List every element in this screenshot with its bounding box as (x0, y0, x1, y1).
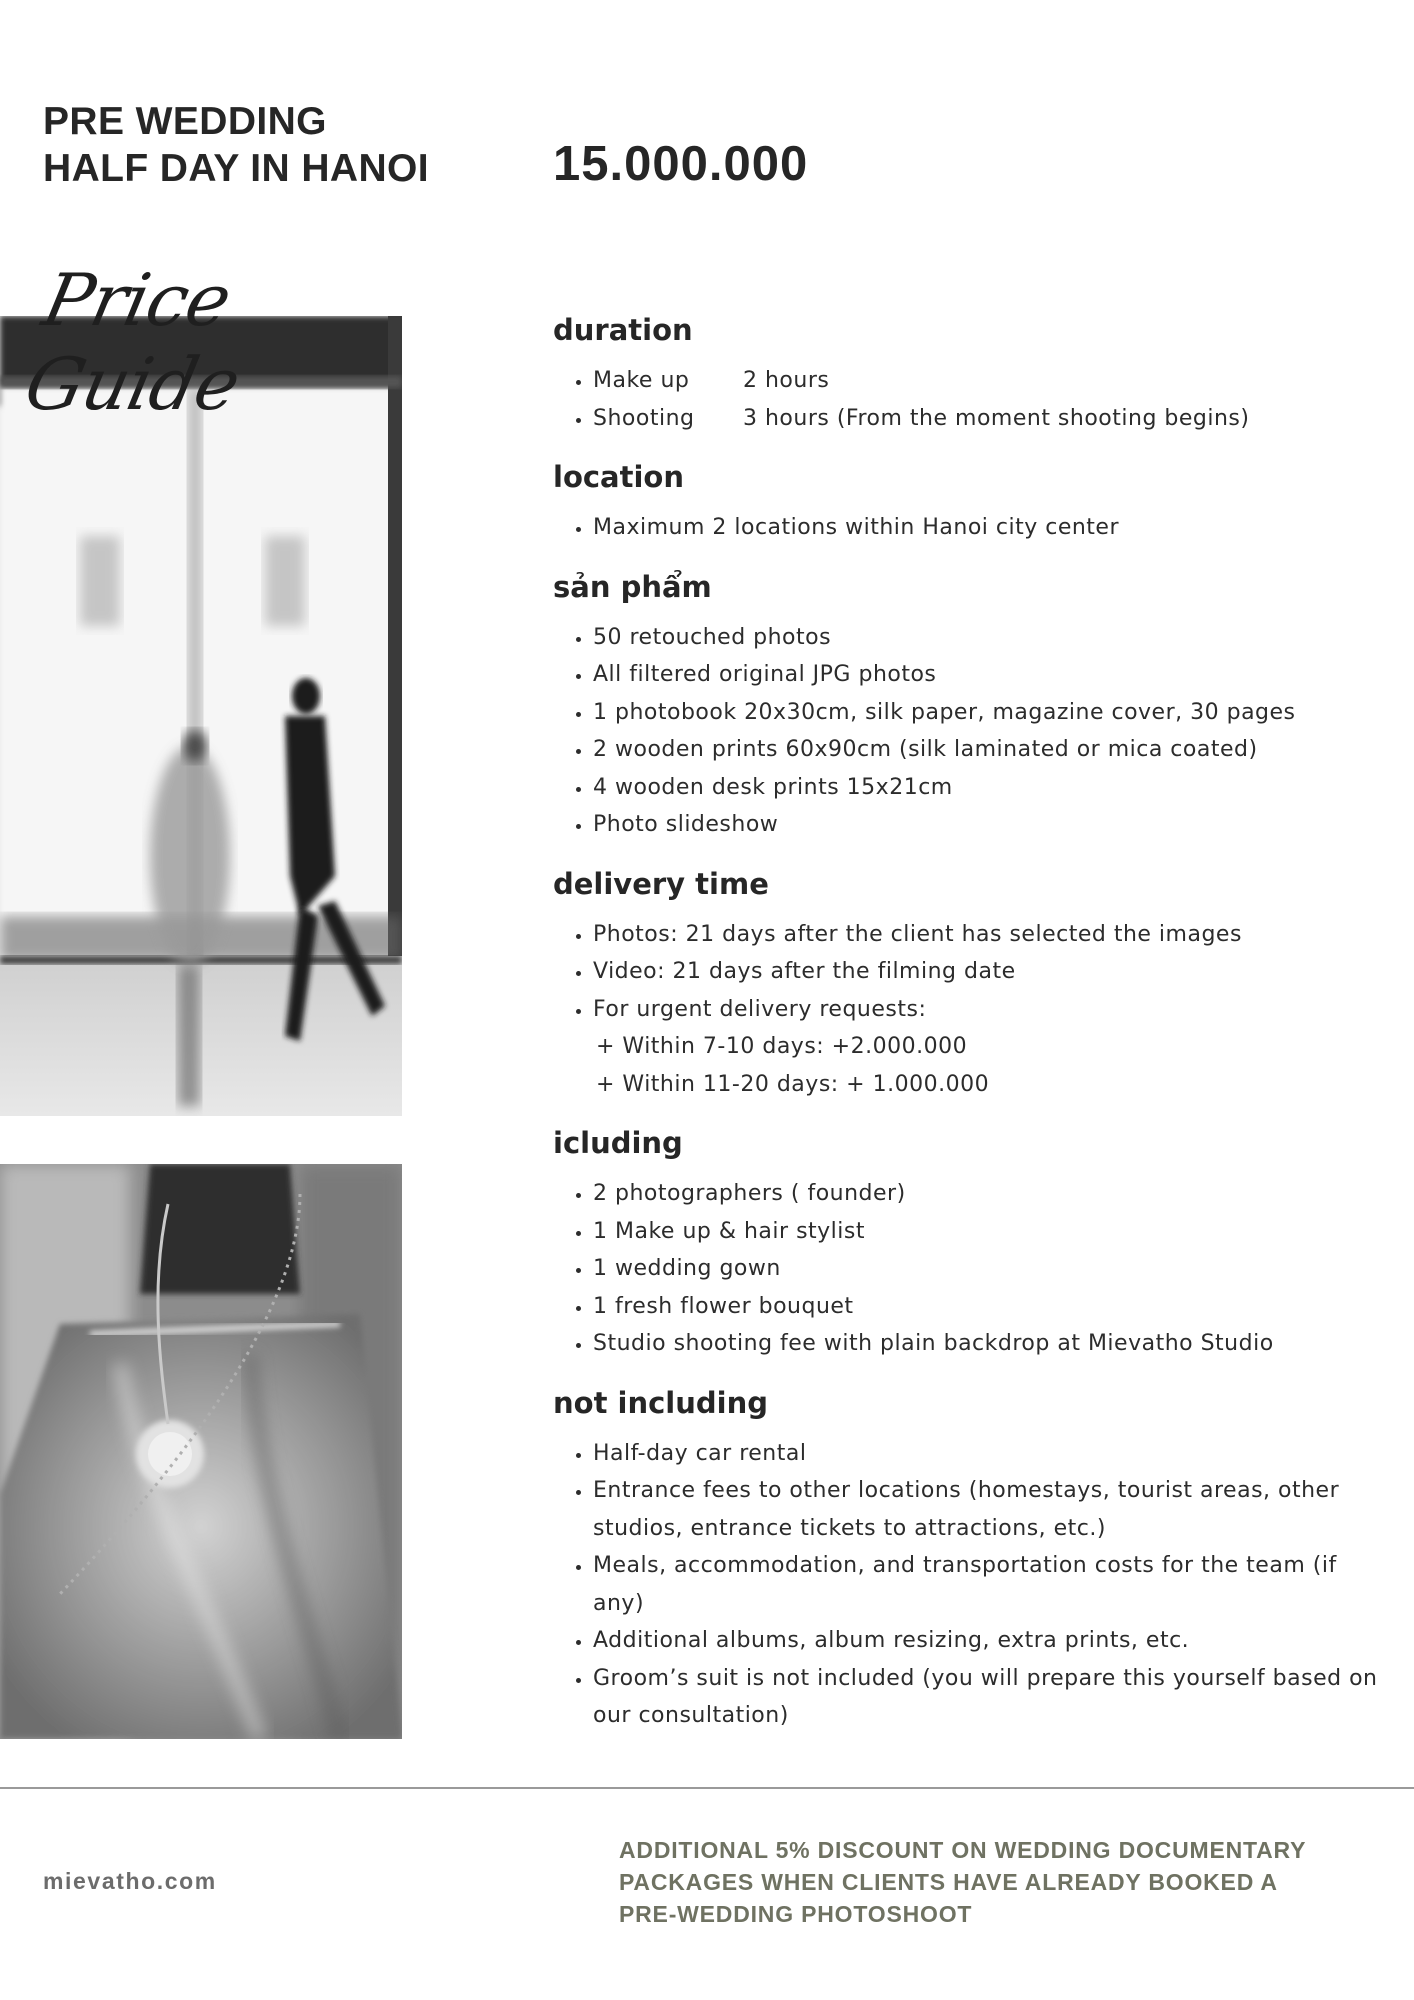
not-including-item: • Half-day car rental (593, 1435, 1393, 1473)
section-location (553, 457, 1393, 547)
including-item: • 1 fresh flower bouquet (593, 1288, 1393, 1326)
section-delivery-time (553, 864, 1393, 1104)
including-item: • 1 wedding gown (593, 1250, 1393, 1288)
section-including (553, 1123, 1393, 1363)
website-link[interactable]: mievatho.com (43, 1868, 217, 1894)
package-price: 15.000.000 (553, 137, 809, 191)
duration-item (593, 400, 1393, 438)
location-list (553, 509, 1393, 547)
couple-walking-photo (0, 316, 402, 1116)
footer-divider (0, 1787, 1414, 1789)
promo-line-2: PACKAGES WHEN CLIENTS HAVE ALREADY BOOKED A (619, 1869, 1278, 1895)
duration-list (553, 362, 1393, 437)
couple-walking-image (0, 316, 402, 1116)
section-not-including (553, 1383, 1393, 1735)
promo-line-3: PRE-WEDDING PHOTOSHOOT (619, 1901, 973, 1927)
not-including-list (553, 1435, 1393, 1735)
products-heading: sản phẩm (553, 569, 712, 604)
products-list (553, 619, 1393, 844)
product-item: • All filtered original JPG photos (593, 656, 1393, 694)
section-products (553, 567, 1393, 844)
duration-item-label: Make up (593, 368, 690, 393)
package-title-line-2: HALF DAY IN HANOI (43, 147, 430, 190)
not-including-item: • Groom’s suit is not included (you will prepare this yourself based on our consultation) (593, 1660, 1393, 1735)
package-title-line-1: PRE WEDDING (43, 100, 327, 143)
delivery-item: • Video: 21 days after the filming date (593, 953, 1393, 991)
product-item: • 2 wooden prints 60x90cm (silk laminated or mica coated) (593, 731, 1393, 769)
duration-item-value: 3 hours (From the moment shooting begins) (743, 405, 1250, 431)
product-item: • 4 wooden desk prints 15x21cm (593, 769, 1393, 807)
not-including-item: • Meals, accommodation, and transportation costs for the team (if any) (593, 1547, 1393, 1622)
including-item: • 2 photographers ( founder) (593, 1175, 1393, 1213)
bride-bouquet-image (0, 1164, 402, 1739)
location-item: • Maximum 2 locations within Hanoi city center (593, 509, 1393, 547)
price-guide-script-text: Price Guide (18, 258, 247, 426)
duration-item (593, 362, 1393, 400)
price-details (553, 310, 1393, 1755)
location-heading: location (553, 460, 684, 494)
including-item: • 1 Make up & hair stylist (593, 1213, 1393, 1251)
delivery-heading: delivery time (553, 866, 769, 901)
product-item: • 1 photobook 20x30cm, silk paper, magazine cover, 30 pages (593, 694, 1393, 732)
duration-item-label: Shooting (593, 405, 695, 431)
product-item: • 50 retouched photos (593, 619, 1393, 657)
price-guide-script-title (0, 208, 420, 426)
delivery-urgent-option: + Within 11-20 days: + 1.000.000 (596, 1071, 990, 1097)
package-title (43, 98, 429, 192)
duration-item-value: 2 hours (743, 368, 830, 393)
including-item: • Studio shooting fee with plain backdrop at Mievatho Studio (593, 1325, 1393, 1363)
not-including-item: • Additional albums, album resizing, extra prints, etc. (593, 1622, 1393, 1660)
duration-heading: duration (553, 313, 693, 347)
not-including-heading: not including (553, 1385, 768, 1420)
delivery-item: • For urgent delivery requests: (593, 991, 1393, 1029)
promo-note (619, 1834, 1379, 1930)
including-heading: icluding (553, 1126, 683, 1160)
delivery-urgent-option: + Within 7-10 days: +2.000.000 (596, 1034, 968, 1059)
product-item: • Photo slideshow (593, 806, 1393, 844)
delivery-list (553, 916, 1393, 1104)
promo-line-1: ADDITIONAL 5% DISCOUNT ON WEDDING DOCUMENTARY (619, 1837, 1307, 1863)
bride-bouquet-photo (0, 1164, 402, 1739)
delivery-item: • Photos: 21 days after the client has selected the images (593, 916, 1393, 954)
including-list (553, 1175, 1393, 1363)
section-duration (553, 310, 1393, 437)
not-including-item: • Entrance fees to other locations (homestays, tourist areas, other studios, entrance tickets to attractions, etc.) (593, 1472, 1393, 1547)
